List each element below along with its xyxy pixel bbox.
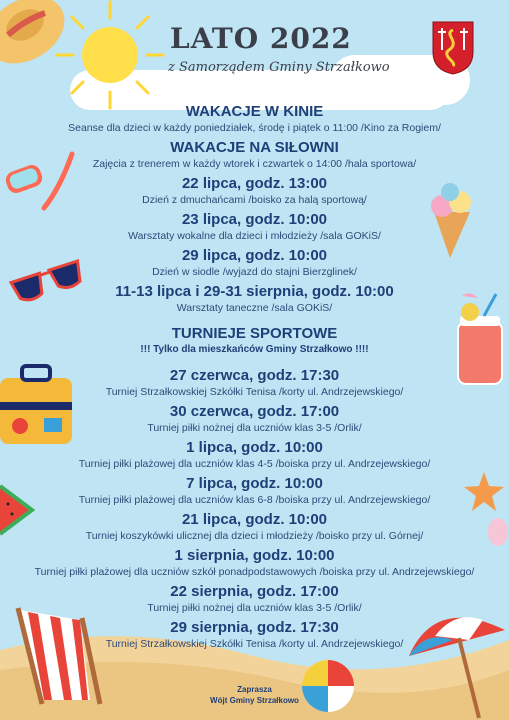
section-title-turnieje: TURNIEJE SPORTOWE	[171, 325, 338, 342]
footer-signature: Wójt Gminy Strzałkowo	[210, 696, 299, 705]
tournament-item	[0, 546, 509, 579]
section-desc-silownia: Zajęcia z trenerem w każdy wtorek i czwartek o 14:00 /hala sportowa/	[92, 158, 417, 170]
page-title: LATO 2022	[170, 22, 352, 55]
event-date: 23 lipca, godz. 10:00	[181, 211, 328, 228]
event-item	[0, 174, 509, 207]
tournament-date: 1 sierpnia, godz. 10:00	[174, 547, 335, 564]
event-desc: Dzień w siodle /wyjazd do stajni Bierzglinek/	[152, 266, 357, 278]
section-title-kino: WAKACJE W KINIE	[185, 103, 324, 120]
footer	[0, 684, 509, 706]
tournament-item	[0, 474, 509, 507]
event-item	[0, 282, 509, 315]
tournament-item	[0, 366, 509, 399]
tournament-date: 29 sierpnia, godz. 17:30	[170, 619, 339, 636]
tournament-date: 27 czerwca, godz. 17:30	[169, 367, 340, 384]
tournament-desc: Turniej Strzałkowskiej Szkółki Tenisa /korty ul. Andrzejewskiego/	[105, 386, 404, 398]
tournament-desc: Turniej piłki plażowej dla uczniów klas 4-5 /boiska przy ul. Andrzejewskiego/	[78, 458, 431, 470]
page-subtitle: z Samorządem Gminy Strzałkowo	[168, 60, 390, 75]
event-item	[0, 246, 509, 279]
tournament-date: 30 czerwca, godz. 17:00	[169, 403, 340, 420]
section-desc-kino: Seanse dla dzieci w każdy poniedziałek, środę i piątek o 11:00 /Kino za Rogiem/	[68, 122, 441, 134]
tournament-desc: Turniej piłki plażowej dla uczniów klas 6-8 /boiska przy ul. Andrzejewskiego/	[78, 494, 431, 506]
tournament-desc: Turniej Strzałkowskiej Szkółki Tenisa /korty ul. Andrzejewskiego/	[105, 638, 404, 650]
header	[0, 0, 509, 100]
event-desc: Warsztaty taneczne /sala GOKiS/	[176, 302, 333, 314]
event-desc: Warsztaty wokalne dla dzieci i młodzieży /sala GOKiS/	[128, 230, 381, 242]
tournament-desc: Turniej piłki plażowej dla uczniów szkół ponadpodstawowych /boiska przy ul. Andrzejewskiego/	[34, 566, 475, 578]
footer-invite: Zaprasza	[237, 685, 272, 694]
tournament-item	[0, 582, 509, 615]
event-date: 29 lipca, godz. 10:00	[181, 247, 328, 264]
residents-notice: !!! Tylko dla mieszkańców Gminy Strzałkowo !!!!	[140, 344, 369, 355]
tournament-date: 7 lipca, godz. 10:00	[186, 475, 323, 492]
tournament-date: 1 lipca, godz. 10:00	[186, 439, 323, 456]
event-date: 22 lipca, godz. 13:00	[181, 175, 328, 192]
tournament-item	[0, 402, 509, 435]
section-title-silownia: WAKACJE NA SIŁOWNI	[170, 139, 339, 156]
tournament-desc: Turniej piłki nożnej dla uczniów klas 3-5 /Orlik/	[147, 422, 362, 434]
tournament-item	[0, 510, 509, 543]
tournament-item	[0, 438, 509, 471]
tournament-item	[0, 618, 509, 651]
tournament-date: 22 sierpnia, godz. 17:00	[170, 583, 339, 600]
tournament-desc: Turniej piłki nożnej dla uczniów klas 3-5 /Orlik/	[147, 602, 362, 614]
schedule	[0, 102, 509, 654]
event-item	[0, 210, 509, 243]
tournament-desc: Turniej koszykówki ulicznej dla dzieci i młodzieży /boisko przy ul. Górnej/	[85, 530, 424, 542]
event-desc: Dzień z dmuchańcami /boisko za halą sportową/	[142, 194, 367, 206]
tournament-date: 21 lipca, godz. 10:00	[181, 511, 328, 528]
event-date: 11-13 lipca i 29-31 sierpnia, godz. 10:00	[115, 283, 394, 300]
